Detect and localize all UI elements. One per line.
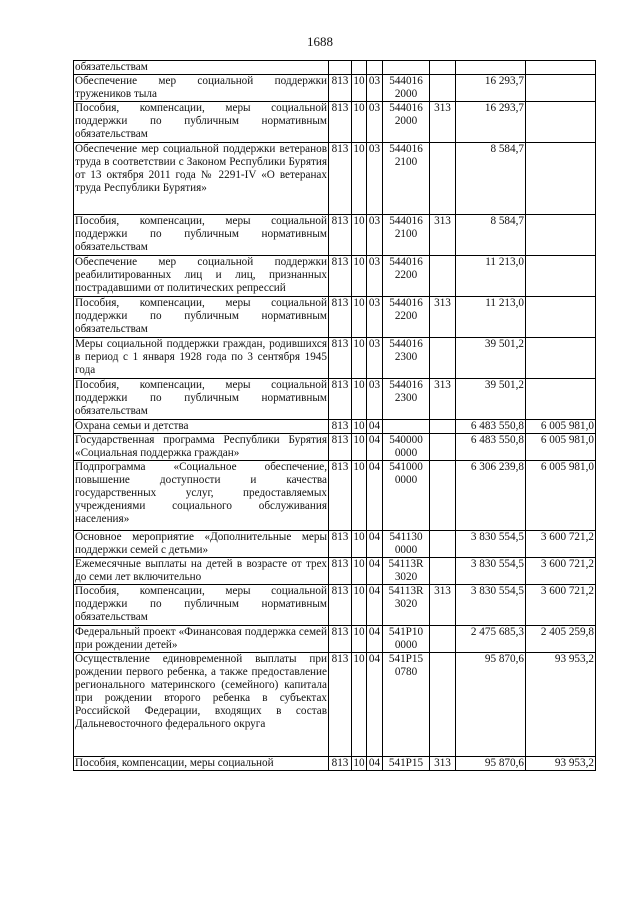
row-subsection-code: 03 [367,143,383,215]
row-ved-code: 813 [329,653,352,757]
row-target-code [383,143,430,215]
table-row [74,420,596,434]
row-sum-year2 [526,256,596,297]
target-code-text: 544016 2000 [389,75,423,100]
target-code-text: 541130 0000 [389,531,423,556]
table-row [74,102,596,143]
row-section-code: 10 [352,297,367,338]
row-subsection-code: 04 [367,757,383,771]
row-expense-type: 313 [430,585,456,626]
target-code-text: 541P10 0000 [388,626,424,651]
row-subsection-code: 04 [367,434,383,461]
row-ved-code: 813 [329,297,352,338]
row-subsection-code: 03 [367,297,383,338]
row-ved-code: 813 [329,256,352,297]
table-row [74,297,596,338]
target-code-text: 544016 2300 [389,338,423,363]
table-row [74,585,596,626]
row-target-code [383,626,430,653]
target-code-text: 541000 0000 [389,461,423,486]
row-section-code: 10 [352,338,367,379]
page-number: 1688 [307,34,333,49]
row-sum-year2 [526,102,596,143]
row-sum-year2: 3 600 721,2 [526,558,596,585]
row-section-code: 10 [352,653,367,757]
table-row [74,531,596,558]
row-sum-year2 [526,379,596,420]
row-name: Ежемесячные выплаты на детей в возрасте от трех до семи лет включительно [75,558,327,583]
row-expense-type [430,338,456,379]
row-sum-year2: 6 005 981,0 [526,461,596,531]
row-subsection-code: 04 [367,531,383,558]
row-sum-year1: 6 483 550,8 [456,434,526,461]
row-expense-type: 313 [430,757,456,771]
table-row [74,626,596,653]
target-code-text: 540000 0000 [389,434,423,459]
target-code-text: 544016 2100 [389,143,423,168]
row-ved-code [329,61,352,75]
row-section-code: 10 [352,434,367,461]
row-ved-code: 813 [329,461,352,531]
row-name: Обеспечение мер социальной поддержки реабилитированных лиц и лиц, признанных пострадавшими от политических репрессий [74,256,329,297]
row-ved-code: 813 [329,757,352,771]
row-target-code [383,215,430,256]
row-sum-year2: 6 005 981,0 [526,434,596,461]
row-expense-type [430,420,456,434]
row-subsection-code [367,61,383,75]
row-expense-type [430,256,456,297]
row-ved-code: 813 [329,102,352,143]
row-subsection-code: 03 [367,102,383,143]
row-ved-code: 813 [329,531,352,558]
row-ved-code: 813 [329,585,352,626]
row-subsection-code: 03 [367,215,383,256]
row-sum-year2 [526,297,596,338]
row-name: Пособия, компенсации, меры социальной поддержки по публичным нормативным обязательствам [74,585,329,626]
row-ved-code: 813 [329,558,352,585]
row-sum-year2: 3 600 721,2 [526,531,596,558]
table-row [74,757,596,771]
table-row [74,558,596,585]
row-expense-type [430,653,456,757]
row-expense-type [430,434,456,461]
row-subsection-code: 04 [367,653,383,757]
row-ved-code: 813 [329,75,352,102]
target-code-text: 54113R 3020 [388,585,424,610]
table-row [74,256,596,297]
row-name: Пособия, компенсации, меры социальной поддержки по публичным нормативным обязательствам [74,297,329,338]
row-sum-year2: 93 953,2 [526,757,596,771]
row-section-code: 10 [352,143,367,215]
row-sum-year2: 2 405 259,8 [526,626,596,653]
row-expense-type [430,461,456,531]
row-subsection-code: 03 [367,379,383,420]
row-expense-type [430,558,456,585]
row-expense-type [430,626,456,653]
row-name: Основное мероприятие «Дополнительные меры поддержки семей с детьми» [75,531,327,556]
row-sum-year1: 11 213,0 [456,256,526,297]
target-code-text: 544016 2200 [389,297,423,322]
row-name: Федеральный проект «Финансовая поддержка семей при рождении детей» [75,626,327,651]
row-sum-year1: 8 584,7 [456,143,526,215]
budget-table-body [74,61,596,771]
row-target-code [383,531,430,558]
row-sum-year1: 6 483 550,8 [456,420,526,434]
table-row [74,61,596,75]
row-section-code: 10 [352,102,367,143]
row-expense-type: 313 [430,379,456,420]
row-subsection-code: 04 [367,558,383,585]
row-section-code: 10 [352,461,367,531]
row-target-code [383,653,430,757]
table-row [74,215,596,256]
row-sum-year1: 16 293,7 [456,75,526,102]
row-sum-year2: 6 005 981,0 [526,420,596,434]
row-name: Подпрограмма «Социальное обеспечение, повышение доступности и качества государственных услуг, предоставляемых учреждениями социального обслуживания населения» [74,461,329,531]
target-code-text: 544016 2100 [389,215,423,240]
row-sum-year1: 39 501,2 [456,379,526,420]
row-target-code [383,61,430,75]
row-name: Пособия, компенсации, меры социальной [74,757,329,771]
row-subsection-code: 03 [367,338,383,379]
row-target-code [383,379,430,420]
row-section-code: 10 [352,75,367,102]
row-section-code: 10 [352,585,367,626]
row-target-code [383,585,430,626]
row-name: Пособия, компенсации, меры социальной поддержки по публичным нормативным обязательствам [74,379,329,420]
row-name: Охрана семьи и детства [74,420,329,434]
table-row [74,143,596,215]
row-name: обязательствам [74,61,329,75]
target-code-text: 541P15 [388,757,424,769]
row-section-code [352,61,367,75]
row-name: Государственная программа Республики Бурятия «Социальная поддержка граждан» [75,434,327,459]
row-section-code: 10 [352,256,367,297]
row-name: Обеспечение мер социальной поддержки ветеранов труда в соответствии с Законом Республики Бурятия от 13 октября 2011 года № 2291-IV «О ветеранах труда Республики Бурятия» [74,143,329,215]
row-sum-year1: 11 213,0 [456,297,526,338]
row-sum-year1: 39 501,2 [456,338,526,379]
row-target-code [383,461,430,531]
target-code-text: 54113R 3020 [388,558,424,583]
row-target-code [383,757,430,771]
row-sum-year2 [526,143,596,215]
row-name: Пособия, компенсации, меры социальной поддержки по публичным нормативным обязательствам [74,215,329,256]
row-subsection-code: 03 [367,75,383,102]
row-sum-year1: 3 830 554,5 [456,558,526,585]
row-target-code [383,297,430,338]
table-row [74,338,596,379]
row-expense-type [430,531,456,558]
row-sum-year2 [526,338,596,379]
row-sum-year1: 16 293,7 [456,102,526,143]
row-section-code: 10 [352,558,367,585]
row-ved-code: 813 [329,420,352,434]
table-row [74,434,596,461]
row-target-code [383,434,430,461]
row-sum-year1: 6 306 239,8 [456,461,526,531]
table-row [74,461,596,531]
row-target-code [383,558,430,585]
row-section-code: 10 [352,626,367,653]
row-ved-code: 813 [329,143,352,215]
row-target-code [383,75,430,102]
target-code-text: 544016 2300 [389,379,423,404]
row-sum-year1: 3 830 554,5 [456,585,526,626]
row-expense-type [430,75,456,102]
row-target-code [383,256,430,297]
table-row [74,379,596,420]
row-sum-year2: 93 953,2 [526,653,596,757]
row-section-code: 10 [353,420,365,432]
row-ved-code: 813 [329,626,352,653]
row-sum-year2 [526,75,596,102]
row-sum-year1: 8 584,7 [456,215,526,256]
row-sum-year1: 95 870,6 [456,653,526,757]
row-expense-type [430,143,456,215]
row-ved-code: 813 [329,215,352,256]
row-subsection-code: 04 [367,461,383,531]
row-subsection-code: 04 [367,420,383,434]
row-sum-year2: 3 600 721,2 [526,585,596,626]
row-name: Обеспечение мер социальной поддержки тружеников тыла [75,75,327,100]
row-sum-year1: 3 830 554,5 [456,531,526,558]
row-sum-year2 [526,215,596,256]
row-target-code [383,420,430,434]
row-sum-year1 [456,61,526,75]
target-code-text: 544016 2200 [389,256,423,281]
row-subsection-code: 03 [367,256,383,297]
target-code-text: 544016 2000 [389,102,423,127]
row-target-code [383,102,430,143]
target-code-text: 541P15 0780 [388,653,424,678]
table-row [74,653,596,757]
row-expense-type: 313 [430,102,456,143]
table-row [74,75,596,102]
row-name: Меры социальной поддержки граждан, родившихся в период с 1 января 1928 года по 3 сентября 1945 года [74,338,329,379]
row-ved-code: 813 [329,338,352,379]
row-target-code [383,338,430,379]
row-sum-year1: 95 870,6 [456,757,526,771]
row-expense-type: 313 [430,297,456,338]
row-expense-type [430,61,456,75]
row-ved-code: 813 [329,379,352,420]
row-sum-year2 [526,61,596,75]
row-expense-type: 313 [430,215,456,256]
row-section-code: 10 [352,379,367,420]
row-ved-code: 813 [329,434,352,461]
row-name: Пособия, компенсации, меры социальной поддержки по публичным нормативным обязательствам [74,102,329,143]
row-section-code: 10 [352,215,367,256]
budget-table [73,60,596,771]
row-sum-year1: 2 475 685,3 [456,626,526,653]
row-subsection-code: 04 [367,585,383,626]
row-name: Осуществление единовременной выплаты при рождении первого ребенка, а также предоставление регионального материнского (семейного) капитала при рождении второго ребенка в субъектах Российской Федерации, входящих в состав Дальневосточного федерального округа [74,653,329,757]
row-section-code: 10 [352,531,367,558]
row-subsection-code: 04 [367,626,383,653]
row-section-code: 10 [353,757,365,769]
